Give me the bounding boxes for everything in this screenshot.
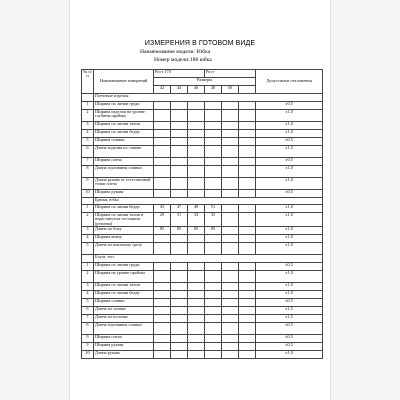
size-value bbox=[239, 262, 256, 270]
measurement-name: Длина по боку bbox=[94, 227, 154, 235]
size-value bbox=[239, 157, 256, 165]
table-row bbox=[82, 282, 323, 290]
size-value bbox=[205, 298, 222, 306]
size-value bbox=[188, 137, 205, 145]
measurement-name: Ширина по линии талии в нерастянутом состоянии (резинка) bbox=[94, 213, 154, 227]
size-value bbox=[239, 282, 256, 290]
size-value bbox=[171, 350, 188, 358]
size-value: 33 bbox=[188, 213, 205, 227]
tolerance-value: ±1,0 bbox=[256, 350, 323, 358]
size-value bbox=[239, 350, 256, 358]
size-value bbox=[154, 137, 171, 145]
size-value bbox=[239, 121, 256, 129]
size-value bbox=[154, 177, 171, 189]
size-value bbox=[222, 306, 239, 314]
size-value bbox=[188, 306, 205, 314]
size-value: 85 bbox=[188, 227, 205, 235]
size-value bbox=[188, 235, 205, 243]
size-value bbox=[171, 157, 188, 165]
size-value bbox=[154, 282, 171, 290]
measurement-name: Ширина спинки bbox=[94, 298, 154, 306]
measurement-name: Длина по полочке bbox=[94, 314, 154, 322]
tolerance-value: ±1,0 bbox=[256, 235, 323, 243]
measurements-body bbox=[82, 70, 323, 359]
size-value bbox=[205, 157, 222, 165]
measurement-name: Ширина по линии бедер bbox=[94, 205, 154, 213]
document-title: ИЗМЕРЕНИЯ В ГОТОВОМ ВИДЕ bbox=[144, 40, 256, 47]
size-value bbox=[188, 298, 205, 306]
size-value bbox=[188, 270, 205, 282]
size-value bbox=[188, 262, 205, 270]
tolerance-value: ±1,0 bbox=[256, 109, 323, 121]
size-value bbox=[154, 109, 171, 121]
table-row bbox=[82, 213, 323, 227]
row-number: 1 bbox=[82, 101, 94, 109]
measurement-name: Ширина по линии бедер bbox=[94, 129, 154, 137]
size-value bbox=[171, 334, 188, 342]
size-value bbox=[154, 306, 171, 314]
size-value bbox=[188, 157, 205, 165]
header-tolerance: Допустимые отклонения bbox=[256, 70, 323, 94]
size-value bbox=[222, 243, 239, 255]
size-value bbox=[222, 177, 239, 189]
measurements-table bbox=[81, 69, 323, 359]
size-value bbox=[205, 189, 222, 197]
model-name: Наименование модели: Юбка bbox=[140, 49, 211, 55]
size-value bbox=[222, 322, 239, 334]
table-row bbox=[82, 243, 323, 255]
size-value bbox=[171, 243, 188, 255]
size-value bbox=[222, 290, 239, 298]
row-number: 5 bbox=[82, 243, 94, 255]
tolerance-value: ±0,5 bbox=[256, 334, 323, 342]
size-value bbox=[239, 137, 256, 145]
size-value bbox=[205, 101, 222, 109]
row-number: 8 bbox=[82, 322, 94, 334]
measurement-name: Ширина по линии талии bbox=[94, 121, 154, 129]
size-value bbox=[239, 298, 256, 306]
size-value bbox=[171, 314, 188, 322]
tolerance-value: ±0,5 bbox=[256, 342, 323, 350]
size-value bbox=[154, 322, 171, 334]
size-value bbox=[239, 205, 256, 213]
table-row bbox=[82, 350, 323, 358]
size-value bbox=[171, 189, 188, 197]
size-value bbox=[171, 322, 188, 334]
size-value bbox=[171, 235, 188, 243]
size-value bbox=[222, 145, 239, 157]
size-value bbox=[188, 101, 205, 109]
size-value bbox=[222, 205, 239, 213]
row-number: 2 bbox=[82, 270, 94, 282]
size-value bbox=[222, 129, 239, 137]
tolerance-value: ±1,0 bbox=[256, 270, 323, 282]
size-value bbox=[154, 342, 171, 350]
tolerance-value: ±1,0 bbox=[256, 129, 323, 137]
size-value bbox=[239, 227, 256, 235]
table-row bbox=[82, 235, 323, 243]
size-cell: 48 bbox=[205, 86, 222, 94]
tolerance-value: ±0,5 bbox=[256, 157, 323, 165]
row-number: 7 bbox=[82, 157, 94, 165]
table-row bbox=[82, 227, 323, 235]
size-value bbox=[154, 290, 171, 298]
size-value bbox=[154, 314, 171, 322]
size-value bbox=[171, 270, 188, 282]
size-value: 85 bbox=[171, 227, 188, 235]
size-value bbox=[239, 270, 256, 282]
size-value bbox=[171, 177, 188, 189]
size-value bbox=[205, 165, 222, 177]
size-value bbox=[205, 314, 222, 322]
table-row bbox=[82, 342, 323, 350]
size-value bbox=[188, 342, 205, 350]
size-value bbox=[239, 129, 256, 137]
size-value bbox=[154, 145, 171, 157]
size-value: 85 bbox=[154, 227, 171, 235]
size-value bbox=[154, 129, 171, 137]
size-value bbox=[188, 243, 205, 255]
size-value bbox=[154, 101, 171, 109]
row-number: 10 bbox=[82, 189, 94, 197]
size-value bbox=[239, 213, 256, 227]
size-value bbox=[188, 189, 205, 197]
tolerance-value: ±1,5 bbox=[256, 314, 323, 322]
tolerance-value: ±1,0 bbox=[256, 121, 323, 129]
tolerance-value: ±1,0 bbox=[256, 243, 323, 255]
table-row bbox=[82, 137, 323, 145]
table-row bbox=[82, 165, 323, 177]
size-value bbox=[171, 145, 188, 157]
tolerance-value: ±1,0 bbox=[256, 205, 323, 213]
tolerance-value: ±0,5 bbox=[256, 262, 323, 270]
table-row bbox=[82, 189, 323, 197]
size-value bbox=[239, 306, 256, 314]
size-value bbox=[188, 109, 205, 121]
size-value bbox=[188, 145, 205, 157]
table-row bbox=[82, 145, 323, 157]
measurement-name: Длина рукава bbox=[94, 350, 154, 358]
size-value bbox=[188, 282, 205, 290]
size-value bbox=[171, 165, 188, 177]
size-value: 29 bbox=[154, 213, 171, 227]
size-value bbox=[205, 282, 222, 290]
size-value bbox=[188, 129, 205, 137]
measurement-name: Длина горловины спинки bbox=[94, 165, 154, 177]
size-value bbox=[205, 235, 222, 243]
size-value bbox=[239, 165, 256, 177]
size-value bbox=[222, 270, 239, 282]
table-row bbox=[82, 314, 323, 322]
size-value bbox=[239, 334, 256, 342]
header-name: Наименование измерений bbox=[94, 70, 154, 94]
size-value bbox=[239, 290, 256, 298]
size-cell bbox=[239, 86, 256, 94]
size-value bbox=[188, 322, 205, 334]
size-value bbox=[222, 227, 239, 235]
measurement-name: Ширина внизу bbox=[94, 235, 154, 243]
size-value bbox=[239, 342, 256, 350]
size-value bbox=[222, 213, 239, 227]
size-value bbox=[222, 137, 239, 145]
row-number: 3 bbox=[82, 121, 94, 129]
table-row bbox=[82, 157, 323, 165]
measurement-name: Ширина плеча bbox=[94, 157, 154, 165]
row-number: 4 bbox=[82, 235, 94, 243]
size-value bbox=[205, 334, 222, 342]
size-value bbox=[239, 145, 256, 157]
size-value bbox=[205, 145, 222, 157]
tolerance-value: ±1,0 bbox=[256, 165, 323, 177]
measurement-name: Ширина по линии бедер bbox=[94, 290, 154, 298]
measurement-name: Длина горловины спинки bbox=[94, 322, 154, 334]
size-value bbox=[154, 121, 171, 129]
header-sizes: Размеры bbox=[154, 78, 256, 86]
size-value bbox=[222, 165, 239, 177]
measurement-name: Ширина по линии груди bbox=[94, 262, 154, 270]
size-value: 85 bbox=[205, 227, 222, 235]
size-value bbox=[188, 165, 205, 177]
size-value bbox=[239, 177, 256, 189]
size-value bbox=[205, 121, 222, 129]
size-value bbox=[205, 177, 222, 189]
header-height-2: Рост bbox=[205, 70, 256, 78]
size-value bbox=[171, 342, 188, 350]
size-value bbox=[205, 137, 222, 145]
section-title: Блуза, топ bbox=[94, 255, 323, 263]
size-value bbox=[188, 314, 205, 322]
header-height-1: Рост 170 bbox=[154, 70, 205, 78]
row-number: 4 bbox=[82, 290, 94, 298]
size-value bbox=[205, 109, 222, 121]
row-number: 8 bbox=[82, 165, 94, 177]
section-title: Брюки, юбка bbox=[94, 197, 323, 205]
row-number: 6 bbox=[82, 145, 94, 157]
row-number: 4 bbox=[82, 129, 94, 137]
size-value bbox=[154, 157, 171, 165]
size-value bbox=[205, 243, 222, 255]
size-value bbox=[239, 101, 256, 109]
size-value bbox=[171, 262, 188, 270]
section-title: Плечевые изделия bbox=[94, 94, 323, 102]
table-row bbox=[82, 306, 323, 314]
size-value bbox=[188, 290, 205, 298]
size-value bbox=[222, 109, 239, 121]
size-cell: 44 bbox=[171, 86, 188, 94]
measurement-name: Ширина рукава bbox=[94, 342, 154, 350]
size-value bbox=[222, 121, 239, 129]
size-value bbox=[222, 282, 239, 290]
size-value bbox=[205, 342, 222, 350]
measurement-name: Длина изделия по спинке bbox=[94, 145, 154, 157]
size-value: 35 bbox=[205, 213, 222, 227]
size-value: 49 bbox=[188, 205, 205, 213]
size-value bbox=[171, 306, 188, 314]
size-value bbox=[222, 262, 239, 270]
size-value bbox=[222, 157, 239, 165]
size-value bbox=[205, 262, 222, 270]
size-value bbox=[171, 290, 188, 298]
size-value bbox=[171, 101, 188, 109]
size-value bbox=[205, 322, 222, 334]
size-value bbox=[188, 350, 205, 358]
size-value bbox=[154, 243, 171, 255]
size-value bbox=[171, 121, 188, 129]
table-row bbox=[82, 298, 323, 306]
table-row bbox=[82, 129, 323, 137]
tolerance-value: ±1,0 bbox=[256, 290, 323, 298]
size-value bbox=[239, 189, 256, 197]
measurement-name: Длина рукава от естественной точки плеча bbox=[94, 177, 154, 189]
document-page bbox=[69, 0, 331, 400]
size-value bbox=[222, 350, 239, 358]
size-value bbox=[154, 165, 171, 177]
size-value bbox=[171, 109, 188, 121]
size-value bbox=[154, 189, 171, 197]
table-row bbox=[82, 262, 323, 270]
row-number: 3 bbox=[82, 282, 94, 290]
tolerance-value: ±0,5 bbox=[256, 322, 323, 334]
measurement-name: Ширина на уровне проймы bbox=[94, 270, 154, 282]
row-number: 7 bbox=[82, 314, 94, 322]
size-value: 31 bbox=[171, 213, 188, 227]
size-value: 47 bbox=[171, 205, 188, 213]
size-value bbox=[222, 235, 239, 243]
size-value bbox=[205, 129, 222, 137]
table-row bbox=[82, 109, 323, 121]
row-number: 1 bbox=[82, 262, 94, 270]
size-value: 51 bbox=[205, 205, 222, 213]
size-value: 45 bbox=[154, 205, 171, 213]
size-value bbox=[205, 290, 222, 298]
tolerance-value: ±1,0 bbox=[256, 282, 323, 290]
size-value bbox=[239, 243, 256, 255]
row-number: 9 bbox=[82, 177, 94, 189]
tolerance-value: ±1,5 bbox=[256, 306, 323, 314]
header-number: № п/ п bbox=[82, 70, 94, 94]
size-cell: 50 bbox=[222, 86, 239, 94]
tolerance-value: ±1,0 bbox=[256, 227, 323, 235]
table-row bbox=[82, 101, 323, 109]
row-number: 5 bbox=[82, 298, 94, 306]
size-value bbox=[239, 109, 256, 121]
row-number: 2 bbox=[82, 109, 94, 121]
measurement-name: Длина по спинке bbox=[94, 306, 154, 314]
table-row bbox=[82, 205, 323, 213]
row-number: 6 bbox=[82, 306, 94, 314]
table-row bbox=[82, 270, 323, 282]
size-value bbox=[222, 101, 239, 109]
tolerance-value: ±0,5 bbox=[256, 137, 323, 145]
size-value bbox=[171, 282, 188, 290]
size-cell: 46 bbox=[188, 86, 205, 94]
size-value bbox=[154, 298, 171, 306]
section-header-row bbox=[82, 255, 323, 263]
size-value bbox=[154, 334, 171, 342]
row-number: 9 bbox=[82, 334, 94, 342]
measurement-name: Ширина рукава bbox=[94, 189, 154, 197]
row-number: 2 bbox=[82, 213, 94, 227]
size-cell: 42 bbox=[154, 86, 171, 94]
measurement-name: Длина по шаговому срезу bbox=[94, 243, 154, 255]
size-value bbox=[205, 306, 222, 314]
tolerance-value: ±0,5 bbox=[256, 101, 323, 109]
measurement-name: Ширина плеча bbox=[94, 334, 154, 342]
size-value bbox=[222, 334, 239, 342]
section-number-cell bbox=[82, 255, 94, 263]
measurement-name: Ширина спинки bbox=[94, 137, 154, 145]
row-number: 9 bbox=[82, 342, 94, 350]
size-value bbox=[222, 314, 239, 322]
table-row bbox=[82, 177, 323, 189]
size-value bbox=[171, 137, 188, 145]
size-value bbox=[154, 235, 171, 243]
section-number-cell bbox=[82, 197, 94, 205]
tolerance-value: ±1,0 bbox=[256, 177, 323, 189]
row-number: 5 bbox=[82, 137, 94, 145]
size-value bbox=[188, 121, 205, 129]
size-value bbox=[154, 350, 171, 358]
section-header-row bbox=[82, 197, 323, 205]
size-value bbox=[222, 298, 239, 306]
table-row bbox=[82, 121, 323, 129]
measurement-name: Ширина изделия на уровне глубины проймы bbox=[94, 109, 154, 121]
table-row bbox=[82, 334, 323, 342]
section-number-cell bbox=[82, 94, 94, 102]
size-value bbox=[188, 334, 205, 342]
size-value bbox=[239, 235, 256, 243]
table-row bbox=[82, 322, 323, 334]
tolerance-value: ±1,0 bbox=[256, 213, 323, 227]
tolerance-value: ±0,5 bbox=[256, 298, 323, 306]
measurement-name: Ширина по линии груди bbox=[94, 101, 154, 109]
size-value bbox=[222, 342, 239, 350]
section-header-row bbox=[82, 94, 323, 102]
size-value bbox=[239, 322, 256, 334]
tolerance-value: ±0,5 bbox=[256, 189, 323, 197]
row-number: 3 bbox=[82, 227, 94, 235]
size-value bbox=[154, 270, 171, 282]
size-value bbox=[239, 314, 256, 322]
size-value bbox=[222, 189, 239, 197]
model-number: Номер модели:188 юбка bbox=[154, 57, 212, 63]
row-number: 1 bbox=[82, 205, 94, 213]
size-value bbox=[154, 262, 171, 270]
header-row bbox=[82, 70, 323, 78]
table-row bbox=[82, 290, 323, 298]
size-value bbox=[205, 270, 222, 282]
size-value bbox=[171, 298, 188, 306]
size-value bbox=[171, 129, 188, 137]
size-value bbox=[205, 350, 222, 358]
measurement-name: Ширина по линии талии bbox=[94, 282, 154, 290]
tolerance-value: ±1,5 bbox=[256, 145, 323, 157]
size-value bbox=[188, 177, 205, 189]
row-number: 10 bbox=[82, 350, 94, 358]
